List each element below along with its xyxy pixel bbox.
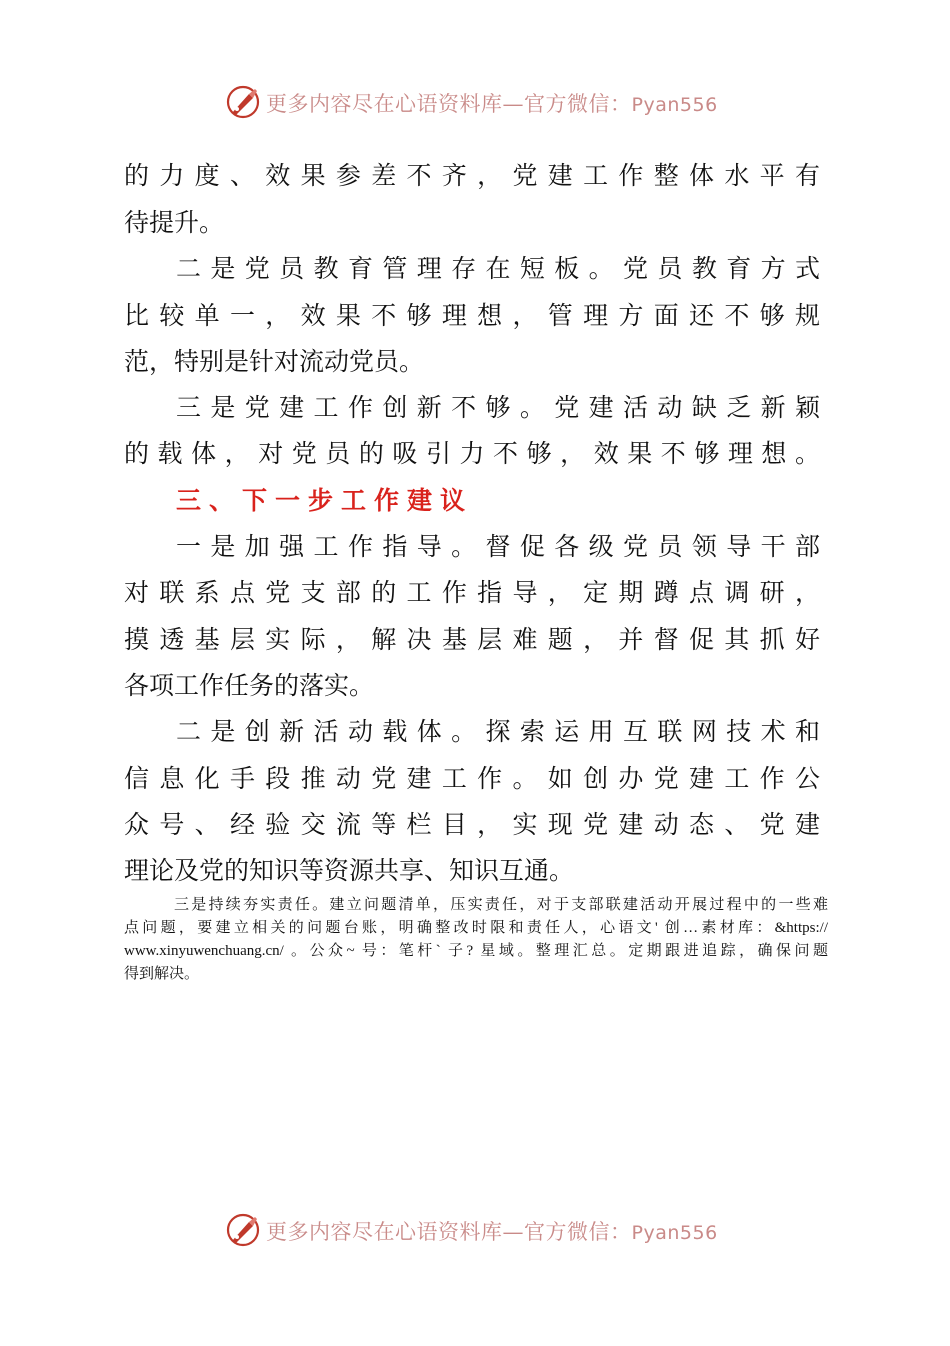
body-line: 摸透基层实际，解决基层难题，并督促其抓好 [124, 625, 820, 654]
body-line: 一是加强工作指导。督促各级党员领导干部 [176, 532, 820, 561]
small-line: 三是持续夯实责任。建立问题清单，压实责任，对于支部联建活动开展过程中的一些难 [174, 897, 828, 913]
body-line: 众号、经验交流等栏目，实现党建动态、党建 [124, 810, 820, 839]
banner-text: 更多内容尽在心语资料库—官方微信：Pyan556 [266, 92, 718, 116]
body-line: 理论及党的知识等资源共享、知识互通。 [124, 856, 575, 885]
body-line: 的力度、效果参差不齐，党建工作整体水平有 [124, 161, 820, 190]
body-line: 的载体，对党员的吸引力不够，效果不够理想。 [124, 439, 820, 468]
banner-text: 更多内容尽在心语资料库—官方微信：Pyan556 [266, 1220, 718, 1244]
small-line: 点问题，要建立相关的问题台账，明确整改时限和责任人，心语文' 创…素材库：&https:// [124, 920, 828, 936]
footer-banner [0, 1210, 950, 1254]
body-line: 待提升。 [124, 208, 225, 237]
body-line: 二是创新活动载体。探索运用互联网技术和 [176, 717, 820, 746]
body-line: 对联系点党支部的工作指导，定期蹲点调研， [124, 578, 820, 607]
body-line: 三是党建工作创新不够。党建活动缺乏新颖 [176, 393, 820, 422]
small-line: 得到解决。 [124, 966, 200, 982]
body-line: 范，特别是针对流动党员。 [124, 347, 425, 376]
body-line: 二是党员教育管理存在短板。党员教育方式 [176, 254, 820, 283]
body-line: 各项工作任务的落实。 [124, 671, 375, 700]
pen-nib-circle-icon [225, 84, 261, 120]
small-paragraph [124, 894, 828, 986]
body-line: 信息化手段推动党建工作。如创办党建工作公 [124, 764, 820, 793]
header-banner [0, 82, 950, 126]
body-line: 比较单一，效果不够理想，管理方面还不够规 [124, 301, 820, 330]
section-heading: 三、下一步工作建议 [176, 486, 474, 515]
small-line: www.xinyuwenchuang.cn/ 。公众~ 号：笔杆` 子? 星域。整理汇总。定期跟进追踪，确保问题 [124, 943, 828, 959]
pen-nib-circle-icon [225, 1212, 261, 1248]
